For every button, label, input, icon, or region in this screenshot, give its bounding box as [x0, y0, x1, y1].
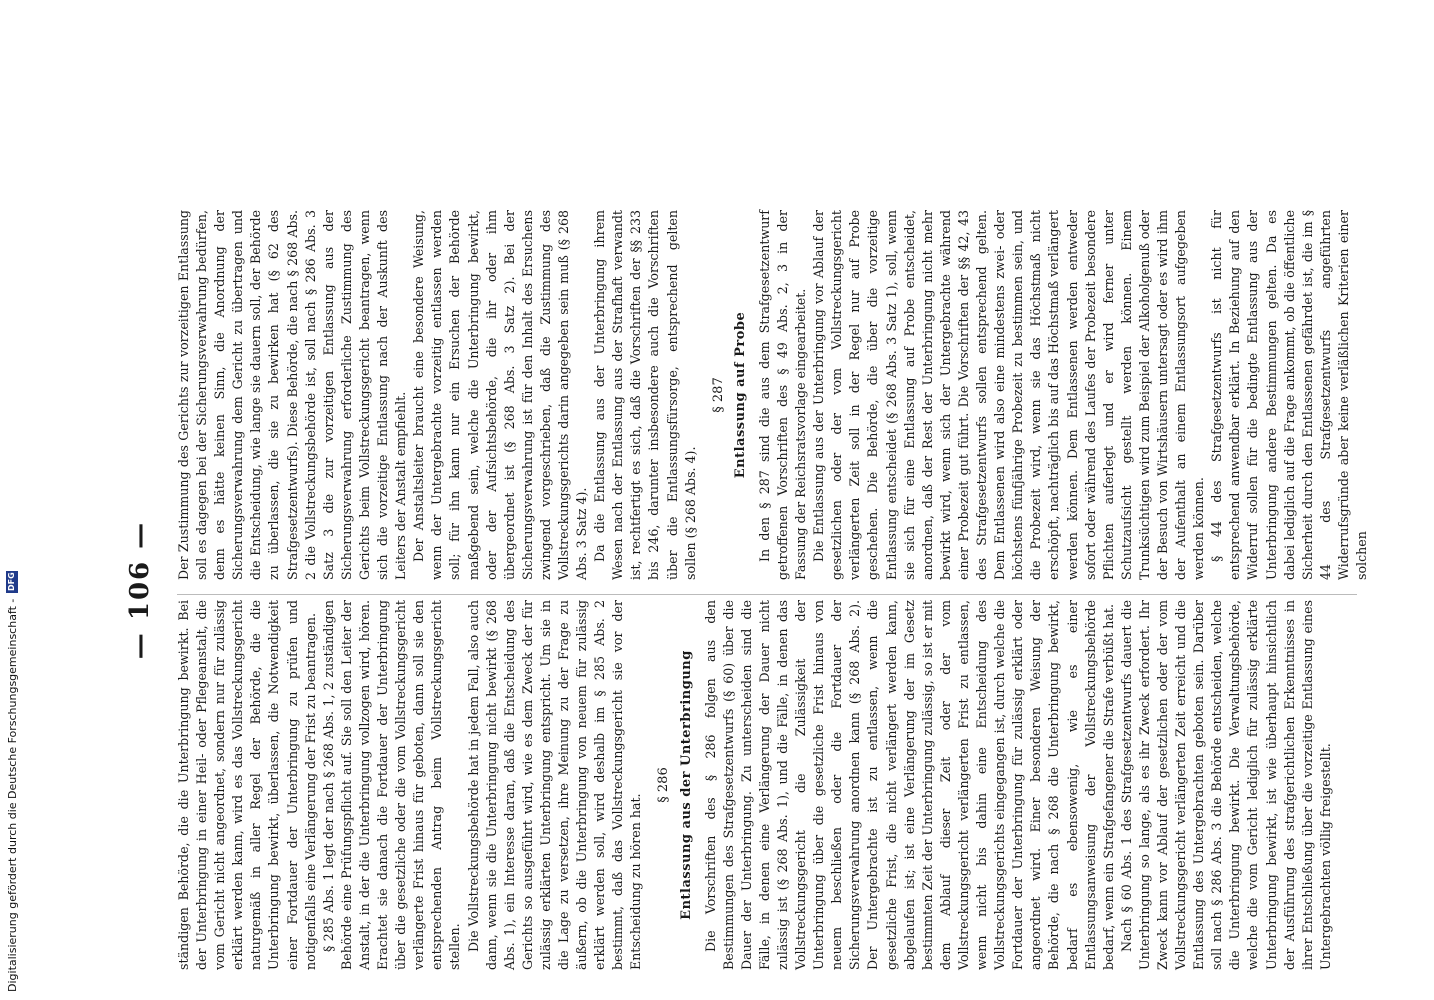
document-page	[115, 190, 1395, 990]
left-paragraph: § 285 Abs. 1 legt der nach § 268 Abs. 1, 2 zuständigen Behörde eine Prüfungspflicht auf. Sie soll den Leiter der Anstalt, in der die Unterbringung vollzogen wird, hören. Erachtet sie danach die Fortdauer der Unterbringung über die gesetzliche oder die vom Vollstreckungsgericht verlängerte Frist hinaus für geboten, dann soll sie den entsprechenden Antrag beim Vollstreckungsgericht stellen.	[320, 600, 463, 970]
section-title: Entlassung auf Probe	[732, 311, 748, 479]
digitization-footer	[0, 0, 24, 1000]
left-paragraph: Die Vorschriften des § 286 folgen aus den Bestimmungen des Strafgesetzentwurfs (§ 60) über die Dauer der Unterbringung. Zu unterscheiden sind die Fälle, in denen eine Verlängerung der Dauer nicht zulässig ist (§ 268 Abs. 1), und die Fälle, in denen das Vollstreckungsgericht die Zulässigkeit der Unterbringung über die gesetzliche Frist hinaus von neuem beschließen oder die Fortdauer der Sicherungsverwahrung anordnen kann (§ 268 Abs. 2). Der Untergebrachte ist zu entlassen, wenn die gesetzliche Frist, die nicht verlängert werden kann, abgelaufen ist; ist eine Verlängerung der im Gesetz bestimmten Zeit der Unterbringung zulässig, so ist er mit dem Ablauf dieser Zeit oder der vom Vollstreckungsgericht verlängerten Frist zu entlassen, wenn nicht bis dahin eine Entscheidung des Vollstreckungsgerichts eingegangen ist, durch welche die Fortdauer der Unterbringung für zulässig erklärt oder angeordnet wird. Einer besonderen Weisung der Behörde, die nach § 268 die Unterbringung bewirkt, bedarf es ebensowenig, wie es einer Entlassungsanweisung der Vollstreckungsbehörde bedarf, wenn ein Strafgefangener die Strafe verbüßt hat.	[702, 599, 1116, 970]
right-paragraph: Der Anstaltsleiter braucht eine besondere Weisung, wenn der Untergebrachte vorzeitig entlassen werden soll; für ihn kann nur ein Ersuchen der Behörde maßgebend sein, welche die Unterbringung bewirkt, oder der Aufsichtsbehörde, die ihr oder ihm übergeordnet ist (§ 268 Abs. 3 Satz 2). Bei der Sicherungsverwahrung ist für den Inhalt des Ersuchens zwingend vorgeschrieben, daß die Zustimmung des Vollstreckungsgerichts darin angegeben sein muß (§ 268 Abs. 3 Satz 4).	[411, 210, 590, 580]
dfg-logo-icon: DFG	[7, 572, 16, 591]
left-paragraph: ständigen Behörde, die die Unterbringung bewirkt. Bei der Unterbringung in einer Heil- oder Pflegeanstalt, die vom Gericht nicht angeordnet, sondern nur für zulässig erklärt werden kann, wird es das Vollstreckungsgericht naturgemäß in aller Regel der Behörde, die die Unterbringung bewirkt, überlassen, die Notwendigkeit einer Fortdauer der Unterbringung zu prüfen und notigenfalls eine Verlängerung der Frist zu beantragen.	[176, 600, 318, 970]
column-divider	[177, 594, 1357, 595]
page-number: — 106 —	[125, 520, 155, 660]
section-title: Entlassung aus der Unterbringung	[678, 650, 694, 920]
right-paragraph: § 44 des Strafgesetzentwurfs ist nicht für entsprechend anwendbar erklärt. In Beziehung auf den Widerruf sollen für die bedingte Entlassung aus der Unterbringung andere Bestimmungen gelten. Da es dabei lediglich auf die Frage ankommt, ob die öffentliche Sicherheit durch den Entlassenen gefährdet ist, die im § 44 des Strafgesetzentwurfs angeführten Widerrufsgründe aber keine verläßlichen Kriterien einer solchen	[1209, 210, 1369, 580]
left-paragraph: Die Vollstreckungsbehörde hat in jedem Fall, also auch dann, wenn sie die Unterbringung nicht bewirkt (§ 268 Abs. 1), ein Interesse daran, daß die Entscheidung des Gerichts so ausgeführt wird, wie es dem Zweck der für zulässig erklärten Unterbringung entspricht. Um sie in die Lage zu versetzen, ihre Meinung zu der Frage zu äußern, ob die Unterbringung von neuem für zulässig erklärt werden soll, wird deshalb im § 285 Abs. 2 bestimmt, daß das Vollstreckungsgericht sie vor der Entscheidung zu hören hat.	[465, 600, 644, 970]
footer-text: Digitalisierung gefördert durch die Deutsche Forschungsgemeinschaft -	[5, 598, 19, 992]
left-paragraph: Nach § 60 Abs. 1 des Strafgesetzentwurfs dauert die Unterbringung so lange, als es ihr Zweck erfordert. Ihr Zweck kann vor Ablauf der gesetzlichen oder der vom Vollstreckungsgericht verlängerten Zeit erreicht und die Entlassung des Untergebrachten geboten sein. Darüber soll nach § 286 Abs. 3 die Behörde entscheiden, welche die Unterbringung bewirkt. Die Verwaltungsbehörde, welche die vom Gericht lediglich für zulässig erklärte Unterbringung bewirkt, ist wie überhaupt hinsichtlich der Ausführung des strafgerichtlichen Erkenntnisses in ihrer Entschließung über die vorzeitige Entlassung eines Untergebrachten völlig freigestellt.	[1118, 600, 1333, 970]
section-number: § 287	[710, 377, 726, 413]
right-paragraph: In den § 287 sind die aus dem Strafgesetzentwurf getroffenen Vorschriften des § 49 Abs. 2, 3 in der Fassung der Reichsratsvorlage eingearbeitet.	[756, 210, 809, 580]
left-column	[175, 600, 1335, 970]
section-number: § 286	[656, 767, 672, 803]
right-paragraph: Die Entlassung aus der Unterbringung vor Ablauf der gesetzlichen oder der vom Vollstreckungsgericht verlängerten Zeit soll in der Regel nur auf Probe geschehen. Die Behörde, die über die vorzeitige Entlassung entscheidet (§ 268 Abs. 3 Satz 1), soll, wenn sie sich für eine Entlassung auf Probe entscheidet, anordnen, daß der Rest der Unterbringung nicht mehr bewirkt wird, wenn sich der Untergebrachte während einer Probezeit gut führt. Die Vorschriften der §§ 42, 43 des Strafgesetzentwurfs sollen entsprechend gelten. Dem Entlassenen wird also eine mindestens zwei- oder höchstens fünfjährige Probezeit zu bestimmen sein, und die Probezeit wird, wenn sie das Höchstmaß nicht erschöpft, nachträglich bis auf das Höchstmaß verlängert werden können. Dem Entlassenen werden entweder sofort oder während des Laufes der Probezeit besondere Pflichten auferlegt und er wird ferner unter Schutzaufsicht gestellt werden können. Einem Trunksüchtigen wird zum Beispiel der Alkoholgenuß oder der Besuch von Wirtshäusern untersagt oder es wird ihm der Aufenthalt an einem Entlassungsort aufgegeben werden können.	[811, 210, 1207, 580]
right-paragraph: Da die Entlassung aus der Unterbringung ihrem Wesen nach der Entlassung aus der Strafhaft verwandt ist, rechtfertigt es sich, daß die Vorschriften der §§ 233 bis 246, darunter insbesondere auch die Vorschriften über die Entlassungsfürsorge, entsprechend gelten sollen (§ 268 Abs. 4).	[592, 210, 698, 580]
right-paragraph: Der Zustimmung des Gerichts zur vorzeitigen Entlassung soll es dagegen bei der Sicherungsverwahrung bedürfen, denn es hätte keinen Sinn, die Anordnung der Sicherungsverwahrung dem Gericht zu übertragen und die Entscheidung, wie lange sie dauern soll, der Behörde zu überlassen, die sie zu bewirken hat (§ 62 des Strafgesetzentwurfs). Diese Behörde, die nach § 268 Abs. 2 die Vollstreckungsbehörde ist, soll nach § 286 Abs. 3 Satz 3 die zur vorzeitigen Entlassung aus der Sicherungsverwahrung erforderliche Zustimmung des Gerichts beim Vollstreckungsgericht beantragen, wenn sich die vorzeitige Entlassung nach der Auskunft des Leiters der Anstalt empfiehlt.	[176, 210, 409, 580]
right-column	[175, 210, 1371, 580]
